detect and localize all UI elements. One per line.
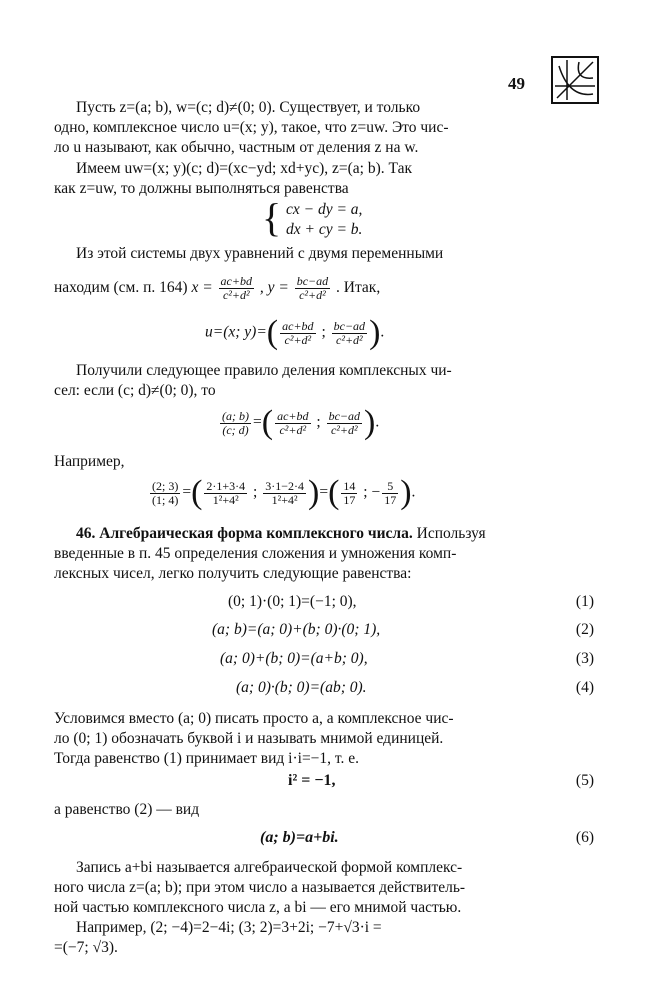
fraction	[332, 320, 367, 347]
equation-4: (a; 0)·(b; 0)=(ab; 0).	[236, 679, 367, 696]
equation-2: (a; b)=(a; 0)+(b; 0)·(0; 1),	[212, 621, 381, 638]
u-eq: u=(x; y)=	[205, 323, 267, 341]
numerator: bc−ad	[296, 274, 329, 288]
fraction	[263, 480, 306, 507]
denominator: 1²+4²	[212, 492, 239, 507]
fraction	[327, 410, 362, 437]
paren: )	[308, 474, 320, 511]
numerator: 14	[343, 478, 356, 493]
text-line: ного числа z=(a; b); при этом число a называется действитель-	[54, 879, 466, 896]
text-line: Запись a+bi называется алгебраической формой комплекс-	[76, 859, 463, 876]
equation-1: (0; 1)·(0; 1)=(−1; 0),	[228, 593, 357, 610]
numerator: (2; 3)	[152, 478, 179, 493]
paren: )	[364, 404, 376, 441]
equation-6: (a; b)=a+bi.	[260, 829, 339, 846]
page-number: 49	[508, 74, 525, 93]
equation-5: i² = −1,	[288, 772, 336, 789]
fraction	[280, 320, 315, 347]
fraction	[275, 410, 310, 437]
fraction	[382, 480, 398, 507]
denominator: (c; d)	[222, 422, 249, 437]
paren: (	[328, 474, 340, 511]
numerator: 2·1+3·4	[206, 478, 246, 493]
text: Используя	[412, 525, 486, 542]
fraction	[341, 480, 357, 507]
text-line: Пусть z=(a; b), w=(c; d)≠(0; 0). Существует, и только	[76, 99, 421, 116]
equation-number: (5)	[575, 772, 594, 789]
text-line: Например,	[54, 453, 125, 470]
text-line: как z=uw, то должны выполняться равенства	[54, 180, 349, 197]
paren: (	[266, 314, 279, 351]
system-eq-2: dx + cy = b.	[286, 221, 363, 238]
equation-number: (3)	[575, 650, 594, 667]
fraction	[295, 275, 330, 302]
text-line: Условимся вместо (a; 0) писать просто a, а комплексное чис-	[54, 710, 454, 727]
formula-u: u=(x; y)=( $\frac{ac+bd}{\text{c²+d²}}$ ; $\frac{bc-ad}{\text{c²+d²}}$ ).	[205, 314, 385, 351]
text-line: Тогда равенство (1) принимает вид i·i=−1, т. е.	[54, 750, 360, 767]
text-line: ло u называют, как обычно, частным от деления z на w.	[54, 139, 419, 156]
paren: (	[191, 474, 203, 511]
text-line: ло (0; 1) обозначать буквой i и называть мнимой единицей.	[54, 730, 444, 747]
text-line: Из этой системы двух уравнений с двумя переменными	[76, 245, 444, 262]
numerator: (a; b)	[222, 408, 249, 423]
fraction	[150, 480, 180, 507]
denominator: 1²+4²	[271, 492, 298, 507]
denominator: c²+d²	[284, 332, 312, 347]
numerator: ac+bd	[282, 318, 314, 333]
numerator: 3·1−2·4	[265, 478, 304, 493]
denominator: c²+d²	[299, 288, 326, 302]
section-title: 46. Алгебраическая форма комплексного числа.	[76, 525, 413, 542]
equation-number: (2)	[575, 621, 594, 638]
text: . Итак,	[336, 279, 381, 297]
denominator: c²+d²	[222, 288, 250, 302]
fraction	[220, 410, 251, 437]
formula-line-xy	[54, 275, 380, 302]
denominator: c²+d²	[336, 332, 363, 347]
numerator: 5	[382, 480, 398, 494]
numerator: bc−ad	[328, 408, 361, 423]
section-heading	[76, 524, 486, 544]
numerator: bc−ad	[333, 318, 366, 333]
text-line: сел: если (c; d)≠(0; 0), то	[54, 382, 216, 399]
text-line: одно, комплексное число u=(x; y), такое, что z=uw. Это чис-	[54, 119, 449, 136]
text-line: Имеем uw=(x; y)(c; d)=(xc−yd; xd+yc), z=(a; b). Так	[76, 160, 413, 177]
text: находим (см. п. 164)	[54, 279, 188, 297]
y-eq: , y =	[259, 279, 289, 297]
text-line: а равенство (2) — вид	[54, 801, 200, 818]
equation-number: (4)	[575, 679, 594, 696]
text-line: Например, (2; −4)=2−4i; (3; 2)=3+2i; −7+√3·i =	[76, 919, 382, 936]
equation-3: (a; 0)+(b; 0)=(a+b; 0),	[220, 650, 368, 667]
text-line: введенные в п. 45 определения сложения и умножения комп-	[54, 545, 457, 562]
denominator: c²+d²	[330, 422, 358, 437]
numerator: ac+bd	[277, 408, 309, 423]
denominator: c²+d²	[279, 422, 307, 437]
numerator: ac+bd	[220, 274, 252, 288]
text-line: ной частью комплексного числа z, а bi — его мнимой частью.	[54, 899, 462, 916]
text-line: Получили следующее правило деления комплексных чи-	[76, 362, 452, 379]
text-line: =(−7; √3).	[54, 939, 118, 956]
text-line: лексных чисел, легко получить следующие равенства:	[54, 565, 412, 582]
denominator: 17	[384, 492, 397, 507]
system-eq-1: cx − dy = a,	[286, 201, 363, 218]
fraction	[204, 480, 247, 507]
chart-logo-icon	[551, 56, 599, 104]
formula-example: $\frac{(2; 3)}{(1; 4)}$ =( $\frac{2\cdot 1+3\cdot 4}{\text{1²+4²}}$ ; $\frac{3\cdot 1-2\cdot 4}{\text{1²+4²}}$ )=( $\frac{14}{17}$ ; − $\frac{5}{17}$ ).	[152, 474, 416, 511]
paren: )	[369, 314, 381, 351]
denominator: (1; 4)	[152, 492, 179, 507]
equation-number: (6)	[575, 829, 594, 846]
formula-division: $\frac{(a; b)}{(c; d)}$ =( $\frac{ac+bd}{\text{c²+d²}}$ ; $\frac{bc-ad}{\text{c²+d²}}$ ).	[222, 404, 380, 441]
paren: (	[261, 404, 274, 441]
fraction	[219, 275, 254, 302]
denominator: 17	[343, 492, 356, 507]
paren: )	[400, 474, 412, 511]
equation-number: (1)	[575, 593, 594, 610]
brace: {	[262, 195, 282, 240]
x-eq: x =	[191, 279, 213, 297]
